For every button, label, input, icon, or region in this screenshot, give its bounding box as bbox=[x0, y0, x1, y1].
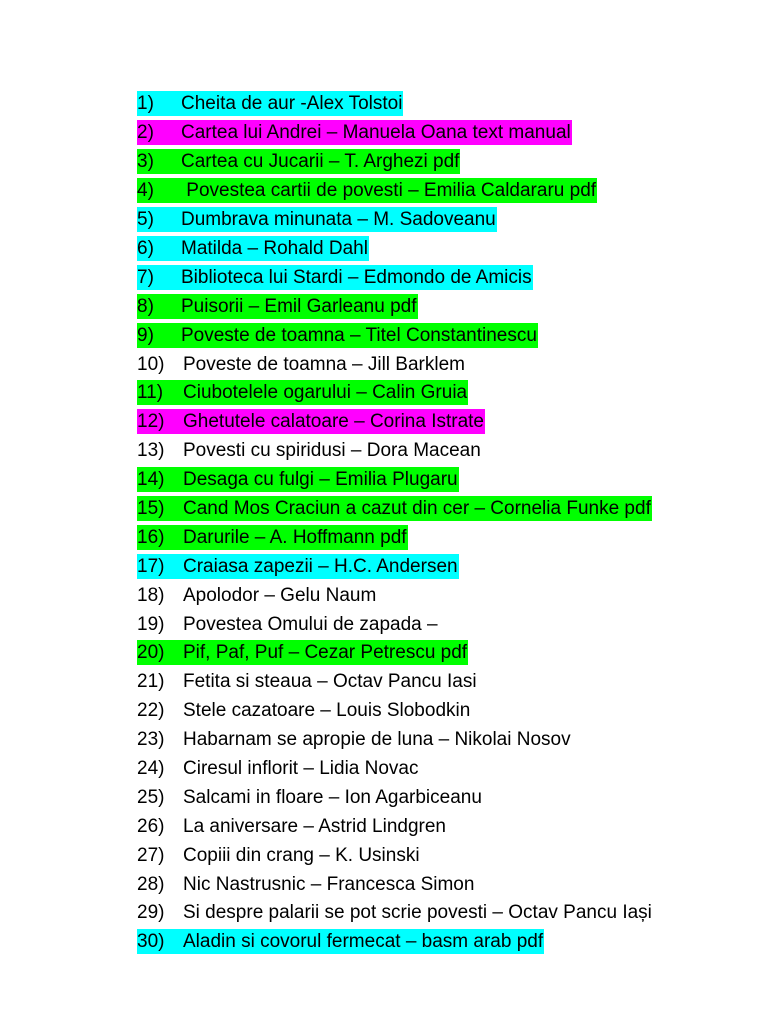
highlight bbox=[137, 669, 478, 694]
list-item bbox=[137, 610, 653, 639]
item-number: 2) bbox=[137, 122, 154, 144]
item-title: Cartea lui Andrei – Manuela Oana text manual bbox=[181, 122, 571, 144]
list-item bbox=[137, 234, 653, 263]
item-title: Salcami in floare – Ion Agarbiceanu bbox=[183, 786, 482, 808]
highlight bbox=[137, 496, 652, 521]
item-number: 23) bbox=[137, 729, 165, 751]
item-title: Biblioteca lui Stardi – Edmondo de Amicis bbox=[181, 266, 532, 288]
item-number: 17) bbox=[137, 555, 165, 577]
list-item bbox=[137, 408, 653, 437]
item-title: La aniversare – Astrid Lindgren bbox=[183, 815, 446, 837]
item-number: 8) bbox=[137, 295, 154, 317]
highlight bbox=[137, 323, 538, 348]
highlight bbox=[137, 265, 533, 290]
item-number: 20) bbox=[137, 642, 165, 664]
highlight bbox=[137, 929, 544, 954]
list-item bbox=[137, 581, 653, 610]
list-item bbox=[137, 552, 653, 581]
item-number: 6) bbox=[137, 237, 154, 259]
item-number: 22) bbox=[137, 700, 165, 722]
highlight bbox=[137, 872, 475, 897]
list-item bbox=[137, 697, 653, 726]
item-title: Desaga cu fulgi – Emilia Plugaru bbox=[183, 469, 458, 491]
list-item bbox=[137, 119, 653, 148]
list-item bbox=[137, 841, 653, 870]
item-number: 3) bbox=[137, 151, 154, 173]
highlight bbox=[137, 120, 572, 145]
item-number: 9) bbox=[137, 324, 154, 346]
item-title: Stele cazatoare – Louis Slobodkin bbox=[183, 700, 471, 722]
item-number: 1) bbox=[137, 93, 154, 115]
highlight bbox=[137, 178, 597, 203]
item-title: Povestea cartii de povesti – Emilia Caldararu pdf bbox=[181, 180, 597, 202]
item-title: Matilda – Rohald Dahl bbox=[181, 237, 368, 259]
list-item bbox=[137, 754, 653, 783]
item-title: Darurile – A. Hoffmann pdf bbox=[183, 526, 407, 548]
list-item bbox=[137, 812, 653, 841]
highlight bbox=[137, 236, 369, 261]
item-title: Povestea Omului de zapada – bbox=[183, 613, 438, 635]
item-number: 7) bbox=[137, 266, 154, 288]
item-title: Craiasa zapezii – H.C. Andersen bbox=[183, 555, 458, 577]
item-title: Pif, Paf, Puf – Cezar Petrescu pdf bbox=[183, 642, 468, 664]
item-title: Si despre palarii se pot scrie povesti – Octav Pancu Iași bbox=[183, 902, 652, 924]
highlight bbox=[137, 843, 421, 868]
list-item bbox=[137, 148, 653, 177]
item-number: 12) bbox=[137, 411, 165, 433]
item-number: 29) bbox=[137, 902, 165, 924]
item-title: Poveste de toamna – Titel Constantinescu bbox=[181, 324, 537, 346]
highlight bbox=[137, 352, 466, 377]
item-title: Puisorii – Emil Garleanu pdf bbox=[181, 295, 417, 317]
highlight bbox=[137, 583, 377, 608]
list-item bbox=[137, 177, 653, 206]
item-title: Aladin si covorul fermecat – basm arab pdf bbox=[183, 931, 544, 953]
highlight bbox=[137, 785, 483, 810]
list-item bbox=[137, 466, 653, 495]
list-item bbox=[137, 437, 653, 466]
highlight bbox=[137, 698, 471, 723]
item-number: 25) bbox=[137, 786, 165, 808]
highlight bbox=[137, 467, 459, 492]
list-item bbox=[137, 639, 653, 668]
list-item bbox=[137, 263, 653, 292]
highlight bbox=[137, 727, 572, 752]
highlight bbox=[137, 900, 653, 925]
list-item bbox=[137, 783, 653, 812]
item-title: Ciubotelele ogarului – Calin Gruia bbox=[183, 382, 468, 404]
item-number: 15) bbox=[137, 497, 165, 519]
item-title: Dumbrava minunata – M. Sadoveanu bbox=[181, 209, 496, 231]
item-number: 27) bbox=[137, 844, 165, 866]
item-title: Habarnam se apropie de luna – Nikolai Nosov bbox=[183, 729, 571, 751]
item-number: 16) bbox=[137, 526, 165, 548]
list-item bbox=[137, 292, 653, 321]
list-item bbox=[137, 928, 653, 957]
item-title: Povesti cu spiridusi – Dora Macean bbox=[183, 440, 481, 462]
item-number: 14) bbox=[137, 469, 165, 491]
list-item bbox=[137, 870, 653, 899]
item-number: 18) bbox=[137, 584, 165, 606]
item-title: Fetita si steaua – Octav Pancu Iasi bbox=[183, 671, 477, 693]
highlight bbox=[137, 554, 459, 579]
item-title: Ghetutele calatoare – Corina Istrate bbox=[183, 411, 485, 433]
highlight bbox=[137, 756, 420, 781]
item-title: Cartea cu Jucarii – T. Arghezi pdf bbox=[181, 151, 460, 173]
highlight bbox=[137, 91, 403, 116]
list-item bbox=[137, 668, 653, 697]
list-item bbox=[137, 523, 653, 552]
item-number: 4) bbox=[137, 180, 154, 202]
item-number: 26) bbox=[137, 815, 165, 837]
item-number: 19) bbox=[137, 613, 165, 635]
highlight bbox=[137, 409, 485, 434]
highlight bbox=[137, 207, 497, 232]
item-number: 10) bbox=[137, 353, 165, 375]
item-number: 24) bbox=[137, 757, 165, 779]
highlight bbox=[137, 640, 468, 665]
list-item bbox=[137, 321, 653, 350]
item-title: Apolodor – Gelu Naum bbox=[183, 584, 377, 606]
item-number: 11) bbox=[137, 382, 164, 404]
list-item bbox=[137, 726, 653, 755]
highlight bbox=[137, 814, 447, 839]
list-item bbox=[137, 899, 653, 928]
item-number: 21) bbox=[137, 671, 165, 693]
item-number: 13) bbox=[137, 440, 165, 462]
item-number: 28) bbox=[137, 873, 165, 895]
highlight bbox=[137, 380, 468, 405]
item-title: Nic Nastrusnic – Francesca Simon bbox=[183, 873, 475, 895]
list-item bbox=[137, 494, 653, 523]
item-title: Cheita de aur -Alex Tolstoi bbox=[181, 93, 403, 115]
highlight bbox=[137, 525, 408, 550]
list-item bbox=[137, 379, 653, 408]
item-title: Cand Mos Craciun a cazut din cer – Cornelia Funke pdf bbox=[183, 497, 651, 519]
highlight bbox=[137, 438, 482, 463]
highlight bbox=[137, 149, 460, 174]
book-list bbox=[137, 90, 653, 957]
item-title: Poveste de toamna – Jill Barklem bbox=[183, 353, 465, 375]
item-title: Ciresul inflorit – Lidia Novac bbox=[183, 757, 419, 779]
list-item bbox=[137, 90, 653, 119]
highlight bbox=[137, 612, 439, 637]
item-title: Copiii din crang – K. Usinski bbox=[183, 844, 420, 866]
list-item bbox=[137, 350, 653, 379]
item-number: 5) bbox=[137, 209, 154, 231]
item-number: 30) bbox=[137, 931, 165, 953]
highlight bbox=[137, 294, 418, 319]
list-item bbox=[137, 206, 653, 235]
